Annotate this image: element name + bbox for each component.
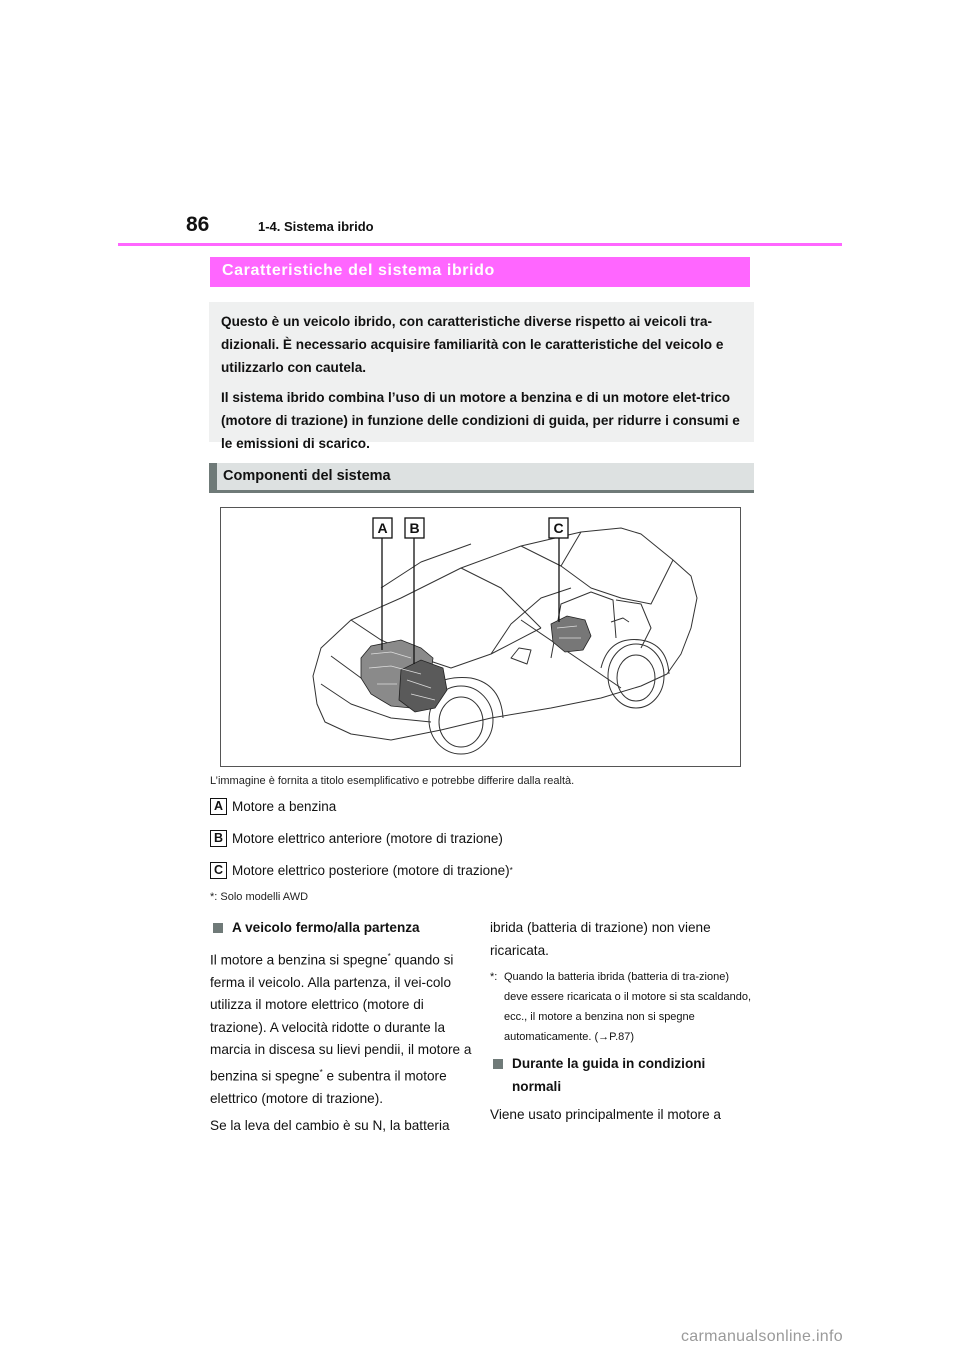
callout-c bbox=[549, 518, 568, 538]
callout-a bbox=[373, 518, 392, 538]
body-paragraph: Il motore a benzina si spegne* quando si ferma il veicolo. Alla partenza, il vei-colo utilizza il motore elettrico (motore di trazione). A velocità ridotte o durante la marcia in discesa su lievi pendii, il motore a benzina si spegne* e subentra il motore elettrico (motore di trazione). bbox=[210, 951, 472, 1106]
vehicle-components-figure bbox=[220, 507, 741, 767]
intro-paragraph: Il sistema ibrido combina l’uso di un motore a benzina e di un motore elet-trico (motore di trazione) in funzione delle condizioni di guida, per ridurre i consumi e le emissioni di scarico. bbox=[221, 390, 740, 451]
letter-box-b: B bbox=[210, 830, 227, 847]
body-paragraph: Se la leva del cambio è su N, la batteria bbox=[210, 1118, 450, 1134]
legend-text: Motore elettrico posteriore (motore di trazione) bbox=[232, 863, 510, 878]
footnote bbox=[210, 891, 308, 903]
legend-text: Motore a benzina bbox=[232, 799, 337, 814]
legend-item-c bbox=[210, 862, 513, 879]
section-heading: A veicolo fermo/alla partenza bbox=[210, 917, 472, 940]
letter-box-a: A bbox=[210, 798, 227, 815]
section-breadcrumb: 1-4. Sistema ibrido bbox=[258, 219, 374, 234]
left-column bbox=[210, 917, 472, 1143]
note-text: Quando la batteria ibrida (batteria di tra-zione) deve essere ricaricata o il motore si sta scaldando, ecc., il motore a benzina non si spegne automaticamente. (→P.87) bbox=[504, 971, 752, 1043]
section-heading: Durante la guida in condizioni normali bbox=[490, 1053, 754, 1098]
engine-block bbox=[361, 640, 447, 712]
svg-text:A: A bbox=[377, 520, 388, 536]
svg-text:C: C bbox=[553, 520, 564, 536]
subsection-title: Componenti del sistema bbox=[223, 468, 391, 484]
footnote-text: Solo modelli AWD bbox=[220, 891, 309, 903]
legend-text: Motore elettrico anteriore (motore di trazione) bbox=[232, 831, 503, 846]
page-title-bar bbox=[210, 257, 750, 287]
page-number: 86 bbox=[186, 213, 210, 236]
square-bullet-icon bbox=[213, 923, 223, 933]
body-paragraph: Viene usato principalmente il motore a bbox=[490, 1107, 721, 1122]
header-divider bbox=[118, 243, 842, 246]
svg-text:B: B bbox=[409, 520, 420, 536]
subsection-heading-bar bbox=[209, 463, 754, 493]
square-bullet-icon bbox=[493, 1059, 503, 1069]
letter-box-c: C bbox=[210, 862, 227, 879]
legend-item-a bbox=[210, 798, 336, 815]
intro-paragraph: Questo è un veicolo ibrido, con caratteristiche diverse rispetto ai veicoli tra-dizionali. È necessario acquisire familiarità con le caratteristiche del veicolo e utilizzarlo con cautela. bbox=[221, 314, 724, 375]
figure-caption: L’immagine è fornita a titolo esemplificativo e potrebbe differire dalla realtà. bbox=[210, 775, 575, 787]
footnote-note bbox=[490, 967, 754, 1047]
asterisk: * bbox=[509, 866, 513, 875]
note-mark: *: bbox=[490, 971, 498, 983]
hybrid-vehicle-illustration bbox=[221, 508, 742, 768]
body-paragraph: ibrida (batteria di trazione) non viene ricaricata. bbox=[490, 920, 711, 958]
right-column bbox=[490, 917, 754, 1132]
legend-item-b bbox=[210, 830, 503, 847]
footnote-mark: *: bbox=[210, 891, 218, 903]
intro-box bbox=[209, 302, 754, 451]
callout-b bbox=[405, 518, 424, 538]
page-title: Caratteristiche del sistema ibrido bbox=[222, 262, 495, 279]
watermark[interactable]: carmanualsonline.info bbox=[681, 1328, 843, 1345]
rear-motor bbox=[551, 616, 591, 652]
